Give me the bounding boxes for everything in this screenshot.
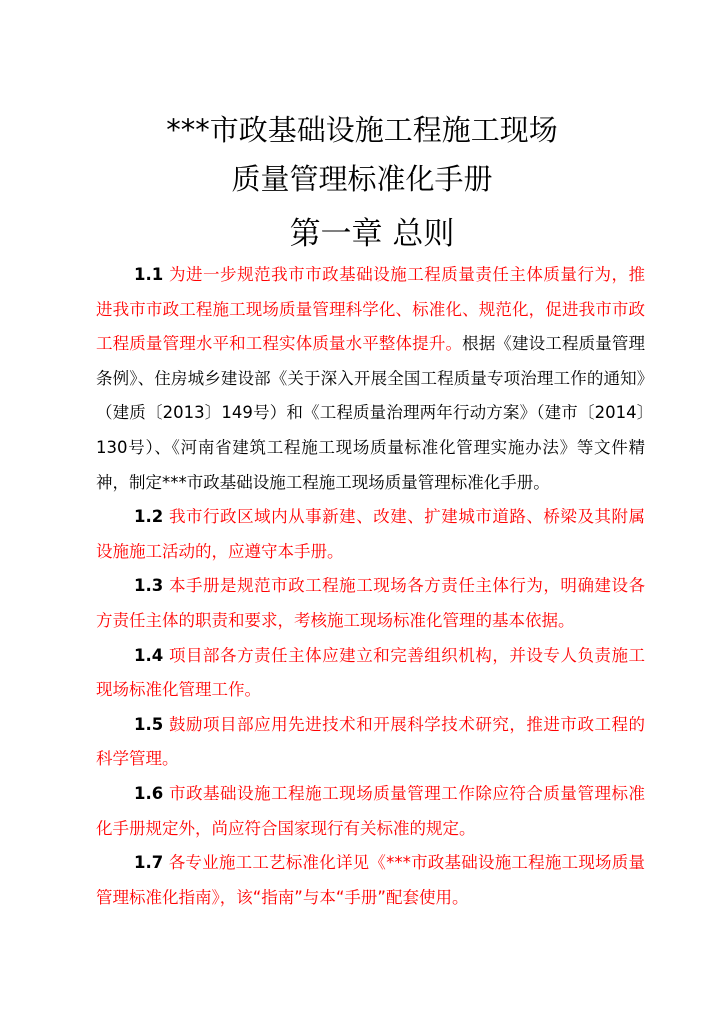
paragraph-1-2 (96, 500, 645, 569)
document-title-line-1: ***市政基础设施工程施工现场 (166, 113, 558, 147)
paragraph-number: 1.5 (134, 714, 164, 734)
paragraph-1-1 (96, 258, 645, 500)
paragraph-1-3 (96, 569, 645, 638)
chapter-title: 第一章 总则 (289, 216, 455, 252)
paragraph-text-red: 鼓励项目部应用先进技术和开展科学技术研究，推进市政工程的科学管理。 (96, 714, 645, 769)
paragraph-text: 根据《建设工程质量管理条例》、住房城乡建设部《关于深入开展全国工程质量专项治理工作的通知》（建质〔2013〕149号）和《工程质量治理两年行动方案》（建市〔2014〕130号）、《河南省建筑工程施工现场质量标准化管理实施办法》等文件精神，制定***市政基础设施工程施工现场质量管理标准化手册。 (96, 334, 645, 492)
paragraph-number: 1.7 (134, 853, 164, 873)
paragraph-1-7 (96, 846, 645, 915)
paragraph-text-red: 为进一步规范我市市政基础设施工程质量责任主体质量行为，推进我市市政工程施工现场质量管理科学化、标准化、规范化，促进我市市政工程质量管理水平和工程实体质量水平整体提升。 (96, 265, 645, 354)
paragraph-number: 1.6 (134, 783, 164, 803)
paragraph-text-red: 我市行政区域内从事新建、改建、扩建城市道路、桥梁及其附属设施施工活动的，应遵守本手册。 (96, 507, 645, 561)
paragraph-number: 1.1 (134, 265, 164, 284)
paragraph-1-6 (96, 777, 645, 846)
paragraph-text-red: 市政基础设施工程施工现场质量管理工作除应符合质量管理标准化手册规定外，尚应符合国家现行有关标准的规定。 (96, 783, 645, 838)
paragraph-number: 1.4 (134, 645, 164, 665)
paragraph-1-4 (96, 639, 645, 708)
paragraph-text-red: 项目部各方责任主体应建立和完善组织机构，并设专人负责施工现场标准化管理工作。 (96, 645, 645, 700)
document-body (96, 258, 645, 915)
paragraph-number: 1.3 (134, 576, 164, 596)
paragraph-text-red: 各专业施工工艺标准化详见《***市政基础设施工程施工现场质量管理标准化指南》，该“指南”与本“手册”配套使用。 (96, 853, 645, 907)
paragraph-number: 1.2 (134, 507, 164, 527)
paragraph-1-5 (96, 708, 645, 777)
document-title-line-2: 质量管理标准化手册 (231, 162, 493, 196)
paragraph-text-red: 本手册是规范市政工程施工现场各方责任主体行为，明确建设各方责任主体的职责和要求，考核施工现场标准化管理的基本依据。 (96, 576, 645, 630)
